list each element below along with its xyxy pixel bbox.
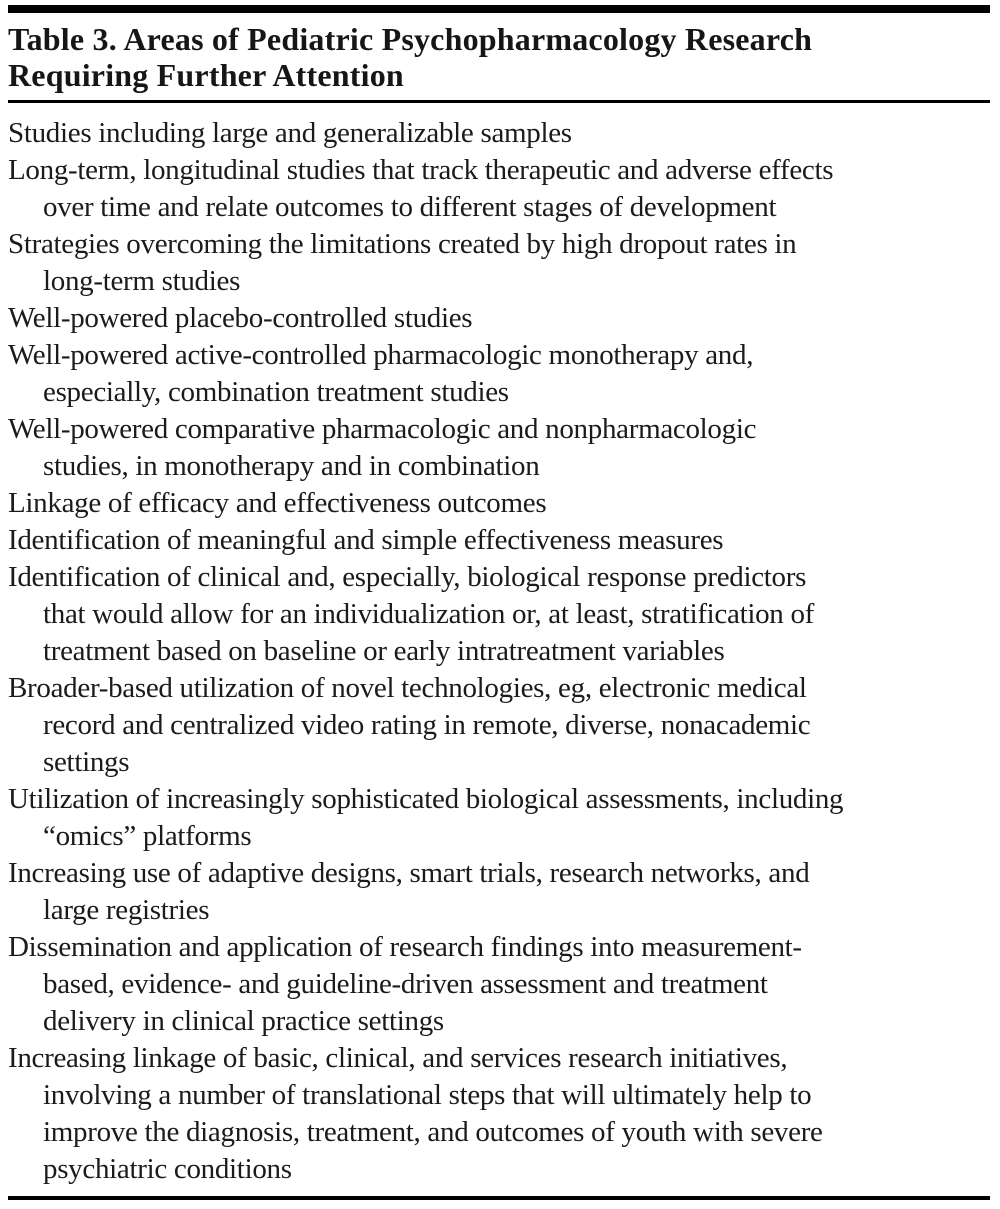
item-line-continuation: that would allow for an individualization or, at least, stratification of [43,598,814,630]
table-item [8,300,990,337]
table-item [8,152,990,226]
item-line-continuation: settings [43,746,130,778]
item-line: Well-powered active-controlled pharmacologic monotherapy and, [8,339,754,371]
table-item [8,855,990,929]
item-line: Well-powered comparative pharmacologic and nonpharmacologic [8,413,757,445]
table-item [8,115,990,152]
item-line-continuation: record and centralized video rating in remote, diverse, nonacademic [43,709,811,741]
table-item [8,1040,990,1188]
item-line-continuation: long-term studies [43,265,241,297]
table-item [8,559,990,670]
item-line: Well-powered placebo-controlled studies [8,302,473,334]
table-items [8,115,990,1188]
table-item [8,485,990,522]
title-rule [8,100,990,103]
item-line: Long-term, longitudinal studies that track therapeutic and adverse effects [8,154,834,186]
item-line: Dissemination and application of research findings into measurement- [8,931,802,963]
item-line: Increasing linkage of basic, clinical, and services research initiatives, [8,1042,788,1074]
item-line-continuation: improve the diagnosis, treatment, and outcomes of youth with severe [43,1116,823,1148]
item-line-continuation: over time and relate outcomes to different stages of development [43,191,777,223]
item-line-continuation: studies, in monotherapy and in combination [43,450,540,482]
table-item [8,781,990,855]
item-line: Identification of meaningful and simple effectiveness measures [8,524,724,556]
item-line: Studies including large and generalizable samples [8,117,572,149]
item-line: Broader-based utilization of novel technologies, eg, electronic medical [8,672,807,704]
item-line: Linkage of efficacy and effectiveness outcomes [8,487,547,519]
item-line-continuation: “omics” platforms [43,820,252,852]
item-line-continuation: large registries [43,894,210,926]
bottom-rule [8,1196,990,1200]
table-item [8,226,990,300]
item-line: Strategies overcoming the limitations created by high dropout rates in [8,228,797,260]
item-line-continuation: psychiatric conditions [43,1153,292,1185]
item-line: Identification of clinical and, especially, biological response predictors [8,561,807,593]
table-title-line-1: Table 3. Areas of Pediatric Psychopharmacology Research [8,21,813,57]
item-line-continuation: especially, combination treatment studies [43,376,509,408]
item-line: Increasing use of adaptive designs, smart trials, research networks, and [8,857,810,889]
item-line-continuation: treatment based on baseline or early intratreatment variables [43,635,725,667]
table-item [8,929,990,1040]
item-line-continuation: involving a number of translational steps that will ultimately help to [43,1079,812,1111]
table-item [8,522,990,559]
table-title-line-2: Requiring Further Attention [8,57,404,93]
item-line-continuation: based, evidence- and guideline-driven assessment and treatment [43,968,768,1000]
item-line-continuation: delivery in clinical practice settings [43,1005,444,1037]
item-line: Utilization of increasingly sophisticated biological assessments, including [8,783,844,815]
top-rule [8,5,990,13]
table-title [8,21,990,93]
table-item [8,337,990,411]
table-item [8,411,990,485]
table-item [8,670,990,781]
